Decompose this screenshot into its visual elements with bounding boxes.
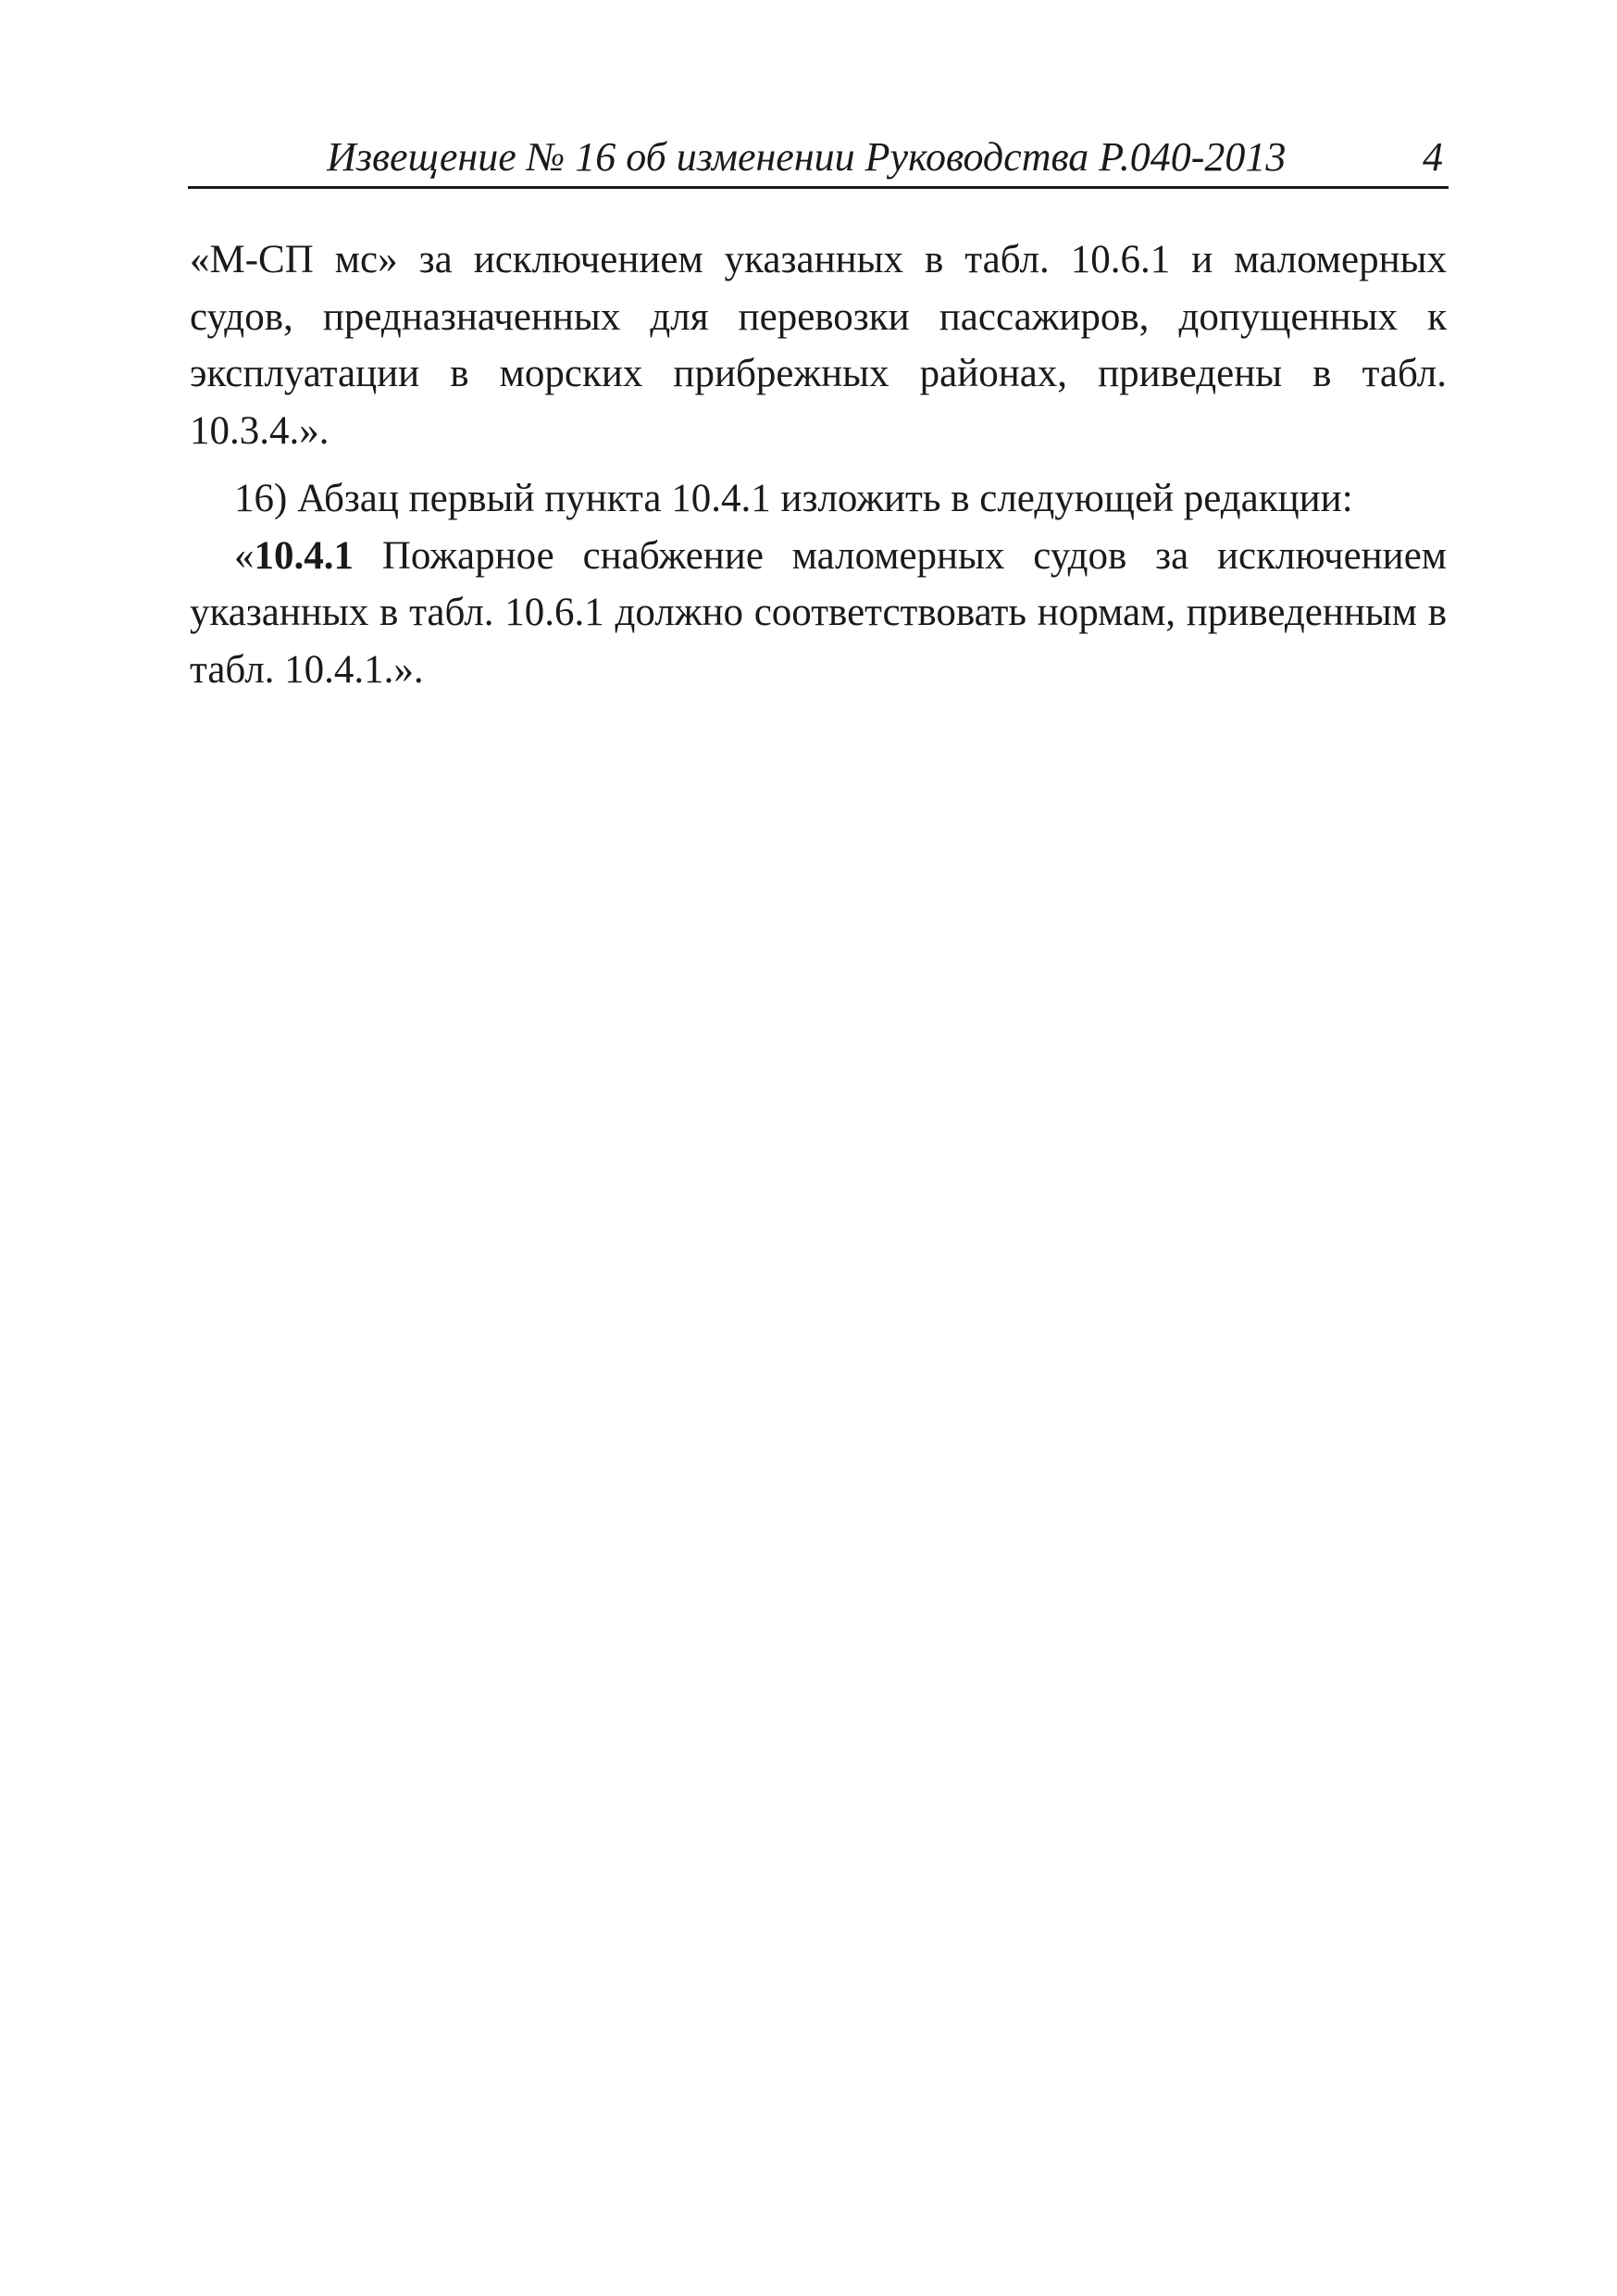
clause-text: Пожарное снабжение маломерных судов за исключением указанных в табл. 10.6.1 должно соответствовать нормам, приведенным в табл. 10.4.1.». [190,533,1447,692]
paragraph-continuation: «М-СП мс» за исключением указанных в табл. 10.6.1 и маломерных судов, предназначенных для перевозки пассажиров, допущенных к эксплуатации в морских прибрежных районах, приведены в табл. 10.3.4.». [190,238,1447,453]
paragraph-amendment-16: 16) Абзац первый пункта 10.4.1 изложить в следующей редакции: [234,477,1353,520]
paragraph-new-wording [190,528,1447,699]
clause-number: 10.4.1 [254,533,354,578]
page-number: 4 [1423,134,1443,180]
header-title: Извещение № 16 об изменении Руководства Р.040-2013 [327,134,1287,180]
running-header [188,128,1449,189]
open-quote: « [234,533,255,578]
header-rule [188,186,1449,189]
document-body [190,231,1447,698]
